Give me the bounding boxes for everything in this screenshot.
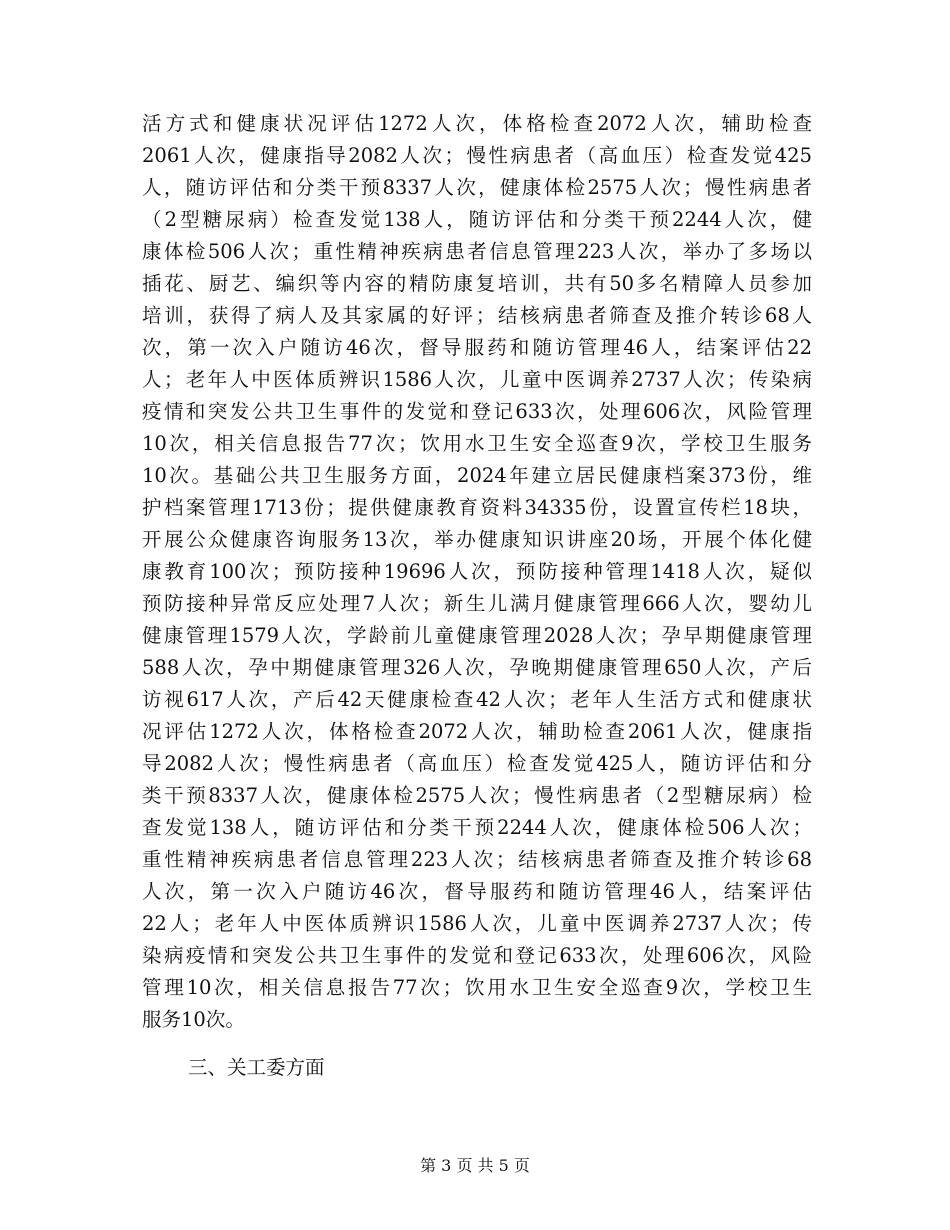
paragraph-line: 588人次，孕中期健康管理326人次，孕晚期健康管理650人次，产后 <box>142 656 812 679</box>
paragraph-line: 2061人次，健康指导2082人次；慢性病患者（高血压）检查发觉425 <box>142 144 812 167</box>
paragraph-line: 10次，相关信息报告77次；饮用水卫生安全巡查9次，学校卫生服务 <box>142 432 812 455</box>
paragraph-line: 人，随访评估和分类干预8337人次，健康体检2575人次；慢性病患者 <box>142 176 812 199</box>
body-paragraph <box>142 108 812 1036</box>
paragraph-line: 导2082人次；慢性病患者（高血压）检查发觉425人，随访评估和分 <box>142 752 812 775</box>
paragraph-line: 预防接种异常反应处理7人次；新生儿满月健康管理666人次，婴幼儿 <box>142 592 812 615</box>
paragraph-line: 况评估1272人次，体格检查2072人次，辅助检查2061人次，健康指 <box>142 720 812 743</box>
paragraph-line: 开展公众健康咨询服务13次，举办健康知识讲座20场，开展个体化健 <box>142 528 812 551</box>
paragraph-line: 重性精神疾病患者信息管理223人次；结核病患者筛查及推介转诊68 <box>142 848 812 871</box>
paragraph-line: 染病疫情和突发公共卫生事件的发觉和登记633次，处理606次，风险 <box>142 944 812 967</box>
paragraph-line: 插花、厨艺、编织等内容的精防康复培训，共有50多名精障人员参加 <box>142 272 812 295</box>
paragraph-line: 康体检506人次；重性精神疾病患者信息管理223人次，举办了多场以 <box>142 240 812 263</box>
paragraph-line: 22人；老年人中医体质辨识1586人次，儿童中医调养2737人次；传 <box>142 912 812 935</box>
paragraph-line: （2型糖尿病）检查发觉138人，随访评估和分类干预2244人次，健 <box>142 208 812 231</box>
paragraph-line: 次，第一次入户随访46次，督导服药和随访管理46人，结案评估22 <box>142 336 812 359</box>
paragraph-line: 活方式和健康状况评估1272人次，体格检查2072人次，辅助检查 <box>142 112 812 135</box>
paragraph-line: 健康管理1579人次，学龄前儿童健康管理2028人次；孕早期健康管理 <box>142 624 812 647</box>
paragraph-line: 管理10次，相关信息报告77次；饮用水卫生安全巡查9次，学校卫生 <box>142 976 812 999</box>
paragraph-line: 人次，第一次入户随访46次，督导服药和随访管理46人，结案评估 <box>142 880 812 903</box>
paragraph-line: 10次。基础公共卫生服务方面，2024年建立居民健康档案373份，维 <box>142 464 812 487</box>
paragraph-line: 人；老年人中医体质辨识1586人次，儿童中医调养2737人次；传染病 <box>142 368 812 391</box>
paragraph-line: 护档案管理1713份；提供健康教育资料34335份，设置宣传栏18块， <box>142 496 812 519</box>
section-heading: 三、关工委方面 <box>188 1056 325 1079</box>
paragraph-line: 类干预8337人次，健康体检2575人次；慢性病患者（2型糖尿病）检 <box>142 784 812 807</box>
paragraph-line: 培训，获得了病人及其家属的好评；结核病患者筛查及推介转诊68人 <box>142 304 812 327</box>
paragraph-line: 查发觉138人，随访评估和分类干预2244人次，健康体检506人次； <box>142 816 812 839</box>
paragraph-line: 康教育100次；预防接种19696人次，预防接种管理1418人次，疑似 <box>142 560 812 583</box>
paragraph-line-last: 服务10次。 <box>142 1008 245 1031</box>
page-footer: 第 3 页 共 5 页 <box>420 1156 530 1175</box>
paragraph-line: 访视617人次，产后42天健康检查42人次；老年人生活方式和健康状 <box>142 688 812 711</box>
paragraph-line: 疫情和突发公共卫生事件的发觉和登记633次，处理606次，风险管理 <box>142 400 812 423</box>
